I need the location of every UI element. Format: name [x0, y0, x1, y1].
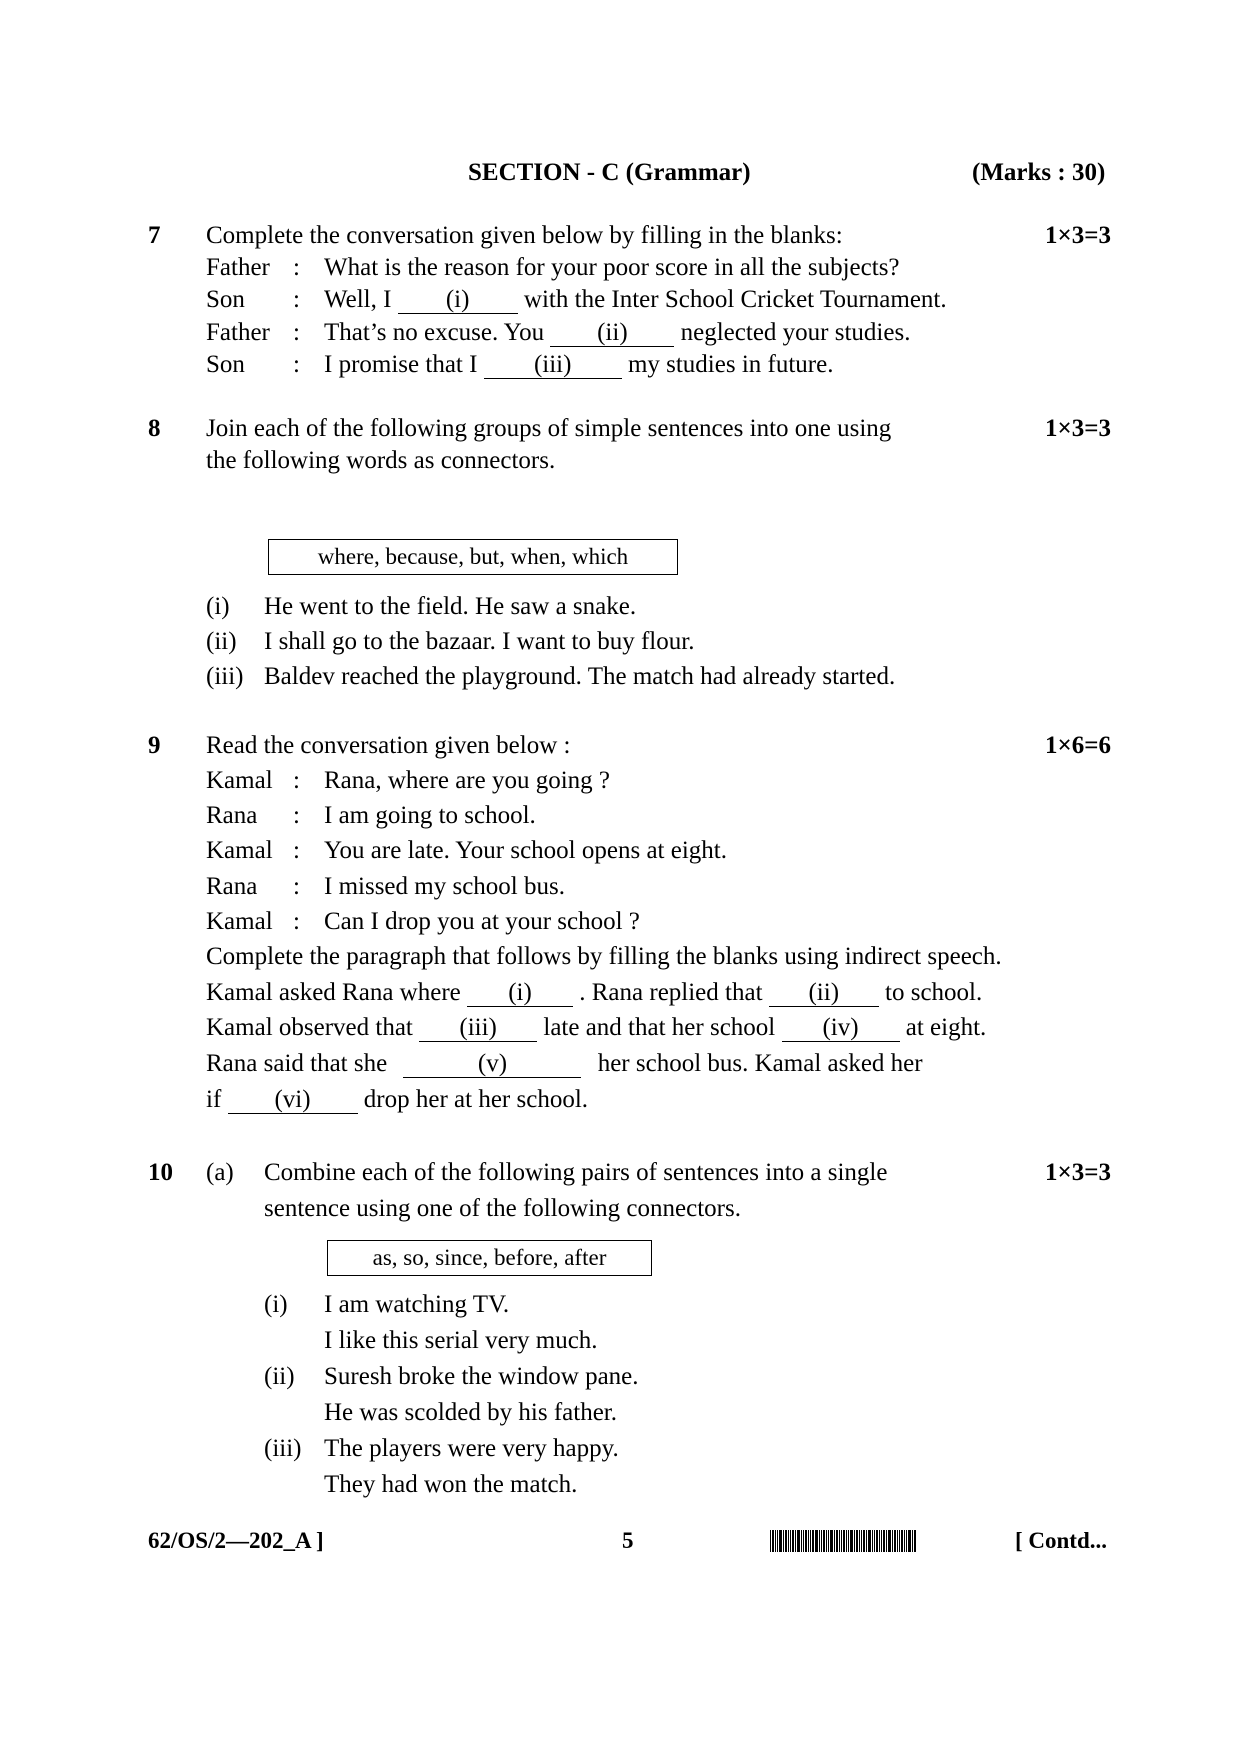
q9-line-text: Can I drop you at your school ? — [324, 908, 640, 935]
q10-prompt-line-1: Combine each of the following pairs of sentences into a single — [264, 1159, 888, 1186]
q10-item-line: The players were very happy. — [324, 1435, 619, 1462]
barcode-image — [770, 1530, 995, 1552]
blank-field[interactable]: (iv) — [782, 1015, 900, 1042]
q7-speaker: Son — [206, 351, 245, 378]
q8-item-label: (i) — [206, 593, 230, 620]
q8-connector-box: where, because, but, when, which — [268, 539, 678, 575]
page-number: 5 — [622, 1528, 634, 1553]
q9-line-text: I am going to school. — [324, 802, 536, 829]
q7-line-text — [324, 320, 910, 347]
q8-marks: 1×3=3 — [1045, 415, 1111, 442]
blank-field[interactable]: (vi) — [228, 1087, 358, 1114]
q7-line-post: with the Inter School Cricket Tournament. — [523, 286, 947, 313]
q9-speaker: Kamal — [206, 767, 273, 794]
question-number-9: 9 — [148, 732, 161, 759]
para-text: to school. — [885, 979, 983, 1006]
q9-speaker: Rana — [206, 873, 258, 900]
q9-speaker: Kamal — [206, 908, 273, 935]
contd-label: [ Contd... — [1015, 1528, 1108, 1553]
blank-field[interactable]: (iii) — [419, 1015, 537, 1042]
q7-marks: 1×3=3 — [1045, 222, 1111, 249]
colon: : — [293, 319, 300, 346]
colon: : — [293, 286, 300, 313]
q10-prompt-line-2: sentence using one of the following connectors. — [264, 1195, 741, 1222]
question-number-8: 8 — [148, 415, 161, 442]
q7-speaker: Father — [206, 254, 270, 281]
para-text: Kamal observed that — [206, 1014, 413, 1041]
blank-field[interactable]: (i) — [467, 980, 573, 1007]
q7-line-post: neglected your studies. — [680, 319, 911, 346]
q10-item-label: (ii) — [264, 1363, 295, 1390]
colon: : — [293, 908, 300, 935]
q7-line-post: my studies in future. — [627, 351, 834, 378]
colon: : — [293, 837, 300, 864]
q8-item-label: (ii) — [206, 628, 237, 655]
paper-code: 62/OS/2—202_A ] — [148, 1528, 324, 1553]
para-text: her school bus. Kamal asked her — [597, 1050, 923, 1077]
q9-paragraph-line — [206, 1051, 923, 1078]
q10-part-label: (a) — [206, 1159, 234, 1186]
para-text: if — [206, 1086, 222, 1113]
blank-field[interactable]: (ii) — [550, 320, 674, 347]
para-text: at eight. — [905, 1014, 987, 1041]
q9-paragraph-line — [206, 980, 982, 1007]
para-text: . Rana replied that — [579, 979, 763, 1006]
q7-line-text — [324, 287, 947, 314]
q9-line-text: You are late. Your school opens at eight. — [324, 837, 727, 864]
q7-prompt: Complete the conversation given below by filling in the blanks: — [206, 222, 843, 249]
para-text: drop her at her school. — [363, 1086, 589, 1113]
q7-speaker: Father — [206, 319, 270, 346]
q10-connector-box: as, so, since, before, after — [327, 1240, 652, 1276]
section-title: SECTION - C (Grammar) — [468, 159, 751, 186]
q9-prompt: Read the conversation given below : — [206, 732, 571, 759]
q7-line-pre: That’s no excuse. You — [324, 319, 545, 346]
q9-paragraph-line — [206, 1015, 986, 1042]
para-text: Rana said that she — [206, 1050, 388, 1077]
colon: : — [293, 802, 300, 829]
question-number-10: 10 — [148, 1159, 173, 1186]
colon: : — [293, 873, 300, 900]
q10-marks: 1×3=3 — [1045, 1159, 1111, 1186]
q9-line-text: I missed my school bus. — [324, 873, 565, 900]
q9-paragraph-line — [206, 1087, 588, 1114]
q10-item-line: Suresh broke the window pane. — [324, 1363, 639, 1390]
q10-item-line: I like this serial very much. — [324, 1327, 598, 1354]
blank-field[interactable]: (iii) — [484, 352, 622, 379]
blank-field[interactable]: (i) — [398, 287, 518, 314]
para-text: Kamal asked Rana where — [206, 979, 461, 1006]
q7-line-text — [324, 352, 833, 379]
blank-field[interactable]: (v) — [403, 1051, 581, 1078]
q8-prompt-line-1: Join each of the following groups of simple sentences into one using — [206, 415, 892, 442]
colon: : — [293, 254, 300, 281]
q8-prompt-line-2: the following words as connectors. — [206, 447, 556, 474]
q10-item-line: They had won the match. — [324, 1471, 578, 1498]
q8-item-text: Baldev reached the playground. The match had already started. — [264, 663, 896, 690]
q8-item-text: I shall go to the bazaar. I want to buy flour. — [264, 628, 695, 655]
q9-marks: 1×6=6 — [1045, 732, 1111, 759]
q10-item-line: I am watching TV. — [324, 1291, 510, 1318]
q8-item-text: He went to the field. He saw a snake. — [264, 593, 637, 620]
colon: : — [293, 767, 300, 794]
q9-instruction: Complete the paragraph that follows by filling the blanks using indirect speech. — [206, 943, 1002, 970]
q9-line-text: Rana, where are you going ? — [324, 767, 610, 794]
q7-speaker: Son — [206, 286, 245, 313]
q10-item-label: (i) — [264, 1291, 288, 1318]
q7-line-pre: Well, I — [324, 286, 392, 313]
q9-speaker: Rana — [206, 802, 258, 829]
q7-line-text: What is the reason for your poor score in all the subjects? — [324, 254, 900, 281]
q10-item-label: (iii) — [264, 1435, 302, 1462]
question-number-7: 7 — [148, 222, 161, 249]
q9-speaker: Kamal — [206, 837, 273, 864]
para-text: late and that her school — [543, 1014, 776, 1041]
q8-item-label: (iii) — [206, 663, 244, 690]
colon: : — [293, 351, 300, 378]
section-marks: (Marks : 30) — [972, 159, 1106, 186]
q7-line-pre: I promise that I — [324, 351, 478, 378]
q10-item-line: He was scolded by his father. — [324, 1399, 617, 1426]
blank-field[interactable]: (ii) — [769, 980, 879, 1007]
